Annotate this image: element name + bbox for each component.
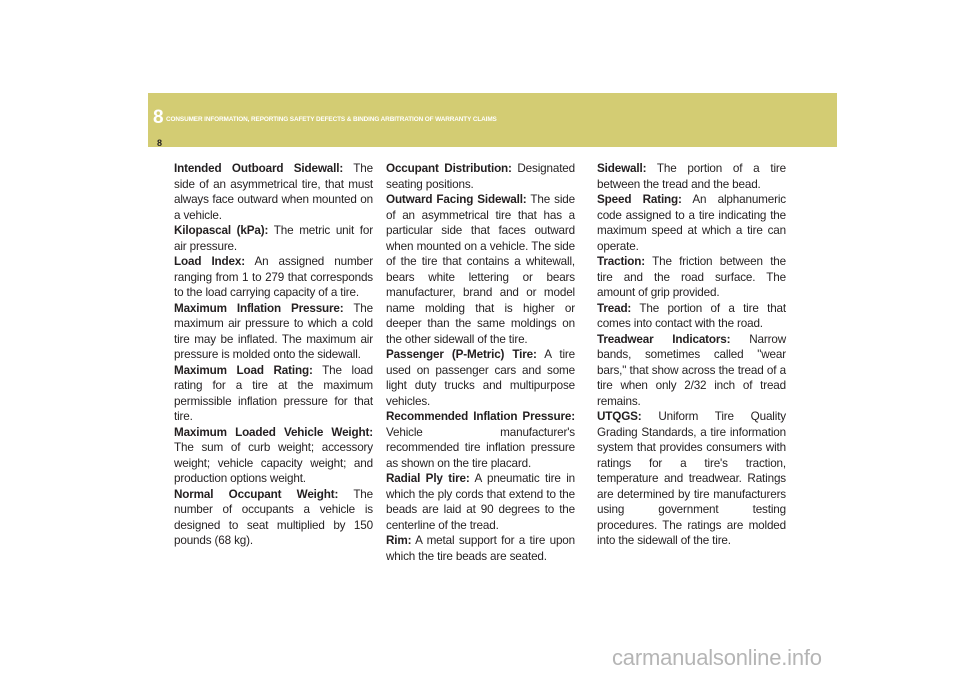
glossary-term: Recommended Inflation Pressure: <box>386 410 575 423</box>
glossary-term: Sidewall: <box>597 162 647 175</box>
watermark: carmanualsonline.info <box>612 645 822 670</box>
chapter-number: 8 <box>153 107 164 128</box>
glossary-definition: The portion of a tire that comes into contact with the road. <box>597 301 786 330</box>
glossary-entry <box>386 533 575 564</box>
glossary-term: Intended Outboard Sidewall: <box>174 162 344 175</box>
glossary-term: Passenger (P-Metric) Tire: <box>386 348 537 361</box>
glossary-entry <box>386 409 575 471</box>
glossary-entry <box>174 301 373 363</box>
glossary-term: Speed Rating: <box>597 193 682 206</box>
chapter-title: CONSUMER INFORMATION, REPORTING SAFETY DEFECTS & BINDING ARBITRATION OF WARRANTY CLAIMS <box>166 116 497 123</box>
glossary-entry <box>174 161 373 223</box>
glossary-entry <box>386 471 575 533</box>
glossary-definition: The friction between the tire and the road surface. The amount of grip provided. <box>597 255 786 299</box>
glossary-definition: The metric unit for air pressure. <box>174 224 373 253</box>
glossary-term: Maximum Load Rating: <box>174 363 313 377</box>
glossary-definition: An assigned number ranging from 1 to 279 that corresponds to the load carrying capacity of a tire. <box>174 255 373 299</box>
glossary-term: Treadwear Indicators: <box>597 332 731 346</box>
glossary-term: Radial Ply tire: <box>386 472 470 485</box>
glossary-definition: An alphanumeric code assigned to a tire indicating the maximum speed at which a tire can operate. <box>597 193 786 253</box>
glossary-definition: The portion of a tire between the tread and the bead. <box>597 162 786 191</box>
glossary-term: Maximum Inflation Pressure: <box>174 301 344 315</box>
glossary-entry <box>386 161 575 192</box>
glossary-definition: Uniform Tire Quality Grading Standards, a tire information system that provides consumers with ratings for a tire's traction, temperature and treadwear. Ratings are determined by tire manufacturers using government testing procedures. The ratings are molded into the sidewall of the tire. <box>597 410 786 547</box>
glossary-definition: Narrow bands, sometimes called "wear bars," that show across the tread of a tire when only 2/32 inch of tread remains. <box>597 332 786 408</box>
glossary-entry <box>174 254 373 301</box>
glossary-term: Occupant Distribution: <box>386 162 512 175</box>
glossary-entry <box>597 332 786 410</box>
glossary-definition: A metal support for a tire upon which the tire beads are seated. <box>386 534 575 563</box>
glossary-term: Rim: <box>386 534 412 547</box>
glossary-definition: The side of an asymmetrical tire that has a particular side that faces outward when mounted on a vehicle. The side of the tire that contains a whitewall, bears white lettering or bears manufacturer, brand and or model name molding that is higher or deeper than the same moldings on the other sidewall of the tire. <box>386 193 576 346</box>
glossary-term: Normal Occupant Weight: <box>174 487 339 501</box>
glossary-entry <box>386 192 575 347</box>
glossary-definition: A pneumatic tire in which the ply cords that extend to the beads are laid at 90 degrees to the centerline of the tread. <box>386 472 575 532</box>
glossary-term: Outward Facing Sidewall: <box>386 193 527 206</box>
glossary-definition: Vehicle manufacturer's recommended tire inflation pressure as shown on the tire placard. <box>386 425 575 470</box>
glossary-column-2 <box>386 161 575 564</box>
page-number: 8 <box>157 138 163 148</box>
glossary-column-3 <box>597 161 786 549</box>
glossary-entry <box>174 425 373 487</box>
glossary-term: Load Index: <box>174 255 245 268</box>
glossary-entry <box>597 192 786 254</box>
glossary-entry <box>597 409 786 549</box>
glossary-definition: The number of occupants a vehicle is designed to seat multiplied by 150 pounds (68 kg). <box>174 487 374 547</box>
glossary-term: Maximum Loaded Vehicle Weight: <box>174 425 373 439</box>
glossary-entry <box>597 161 786 192</box>
glossary-column-1 <box>174 161 373 549</box>
glossary-definition: The load rating for a tire at the maximum permissible inflation pressure for that tire. <box>174 363 373 423</box>
glossary-entry <box>597 301 786 332</box>
glossary-entry <box>174 487 373 549</box>
glossary-definition: The maximum air pressure to which a cold tire may be inflated. The maximum air pressure is molded onto the sidewall. <box>174 301 374 361</box>
glossary-term: Kilopascal (kPa): <box>174 224 269 237</box>
glossary-entry <box>174 363 373 425</box>
glossary-definition: A tire used on passenger cars and some light duty trucks and multipurpose vehicles. <box>386 348 576 408</box>
glossary-definition: The side of an asymmetrical tire, that must always face outward when mounted on a vehicle. <box>174 162 373 222</box>
glossary-term: Traction: <box>597 255 646 268</box>
glossary-entry <box>597 254 786 301</box>
glossary-entry <box>174 223 373 254</box>
glossary-definition: Designated seating positions. <box>386 162 575 191</box>
glossary-entry <box>386 347 575 409</box>
glossary-term: UTQGS: <box>597 410 642 423</box>
glossary-definition: The sum of curb weight; accessory weight; vehicle capacity weight; and production options weight. <box>174 441 373 485</box>
glossary-term: Tread: <box>597 301 632 315</box>
